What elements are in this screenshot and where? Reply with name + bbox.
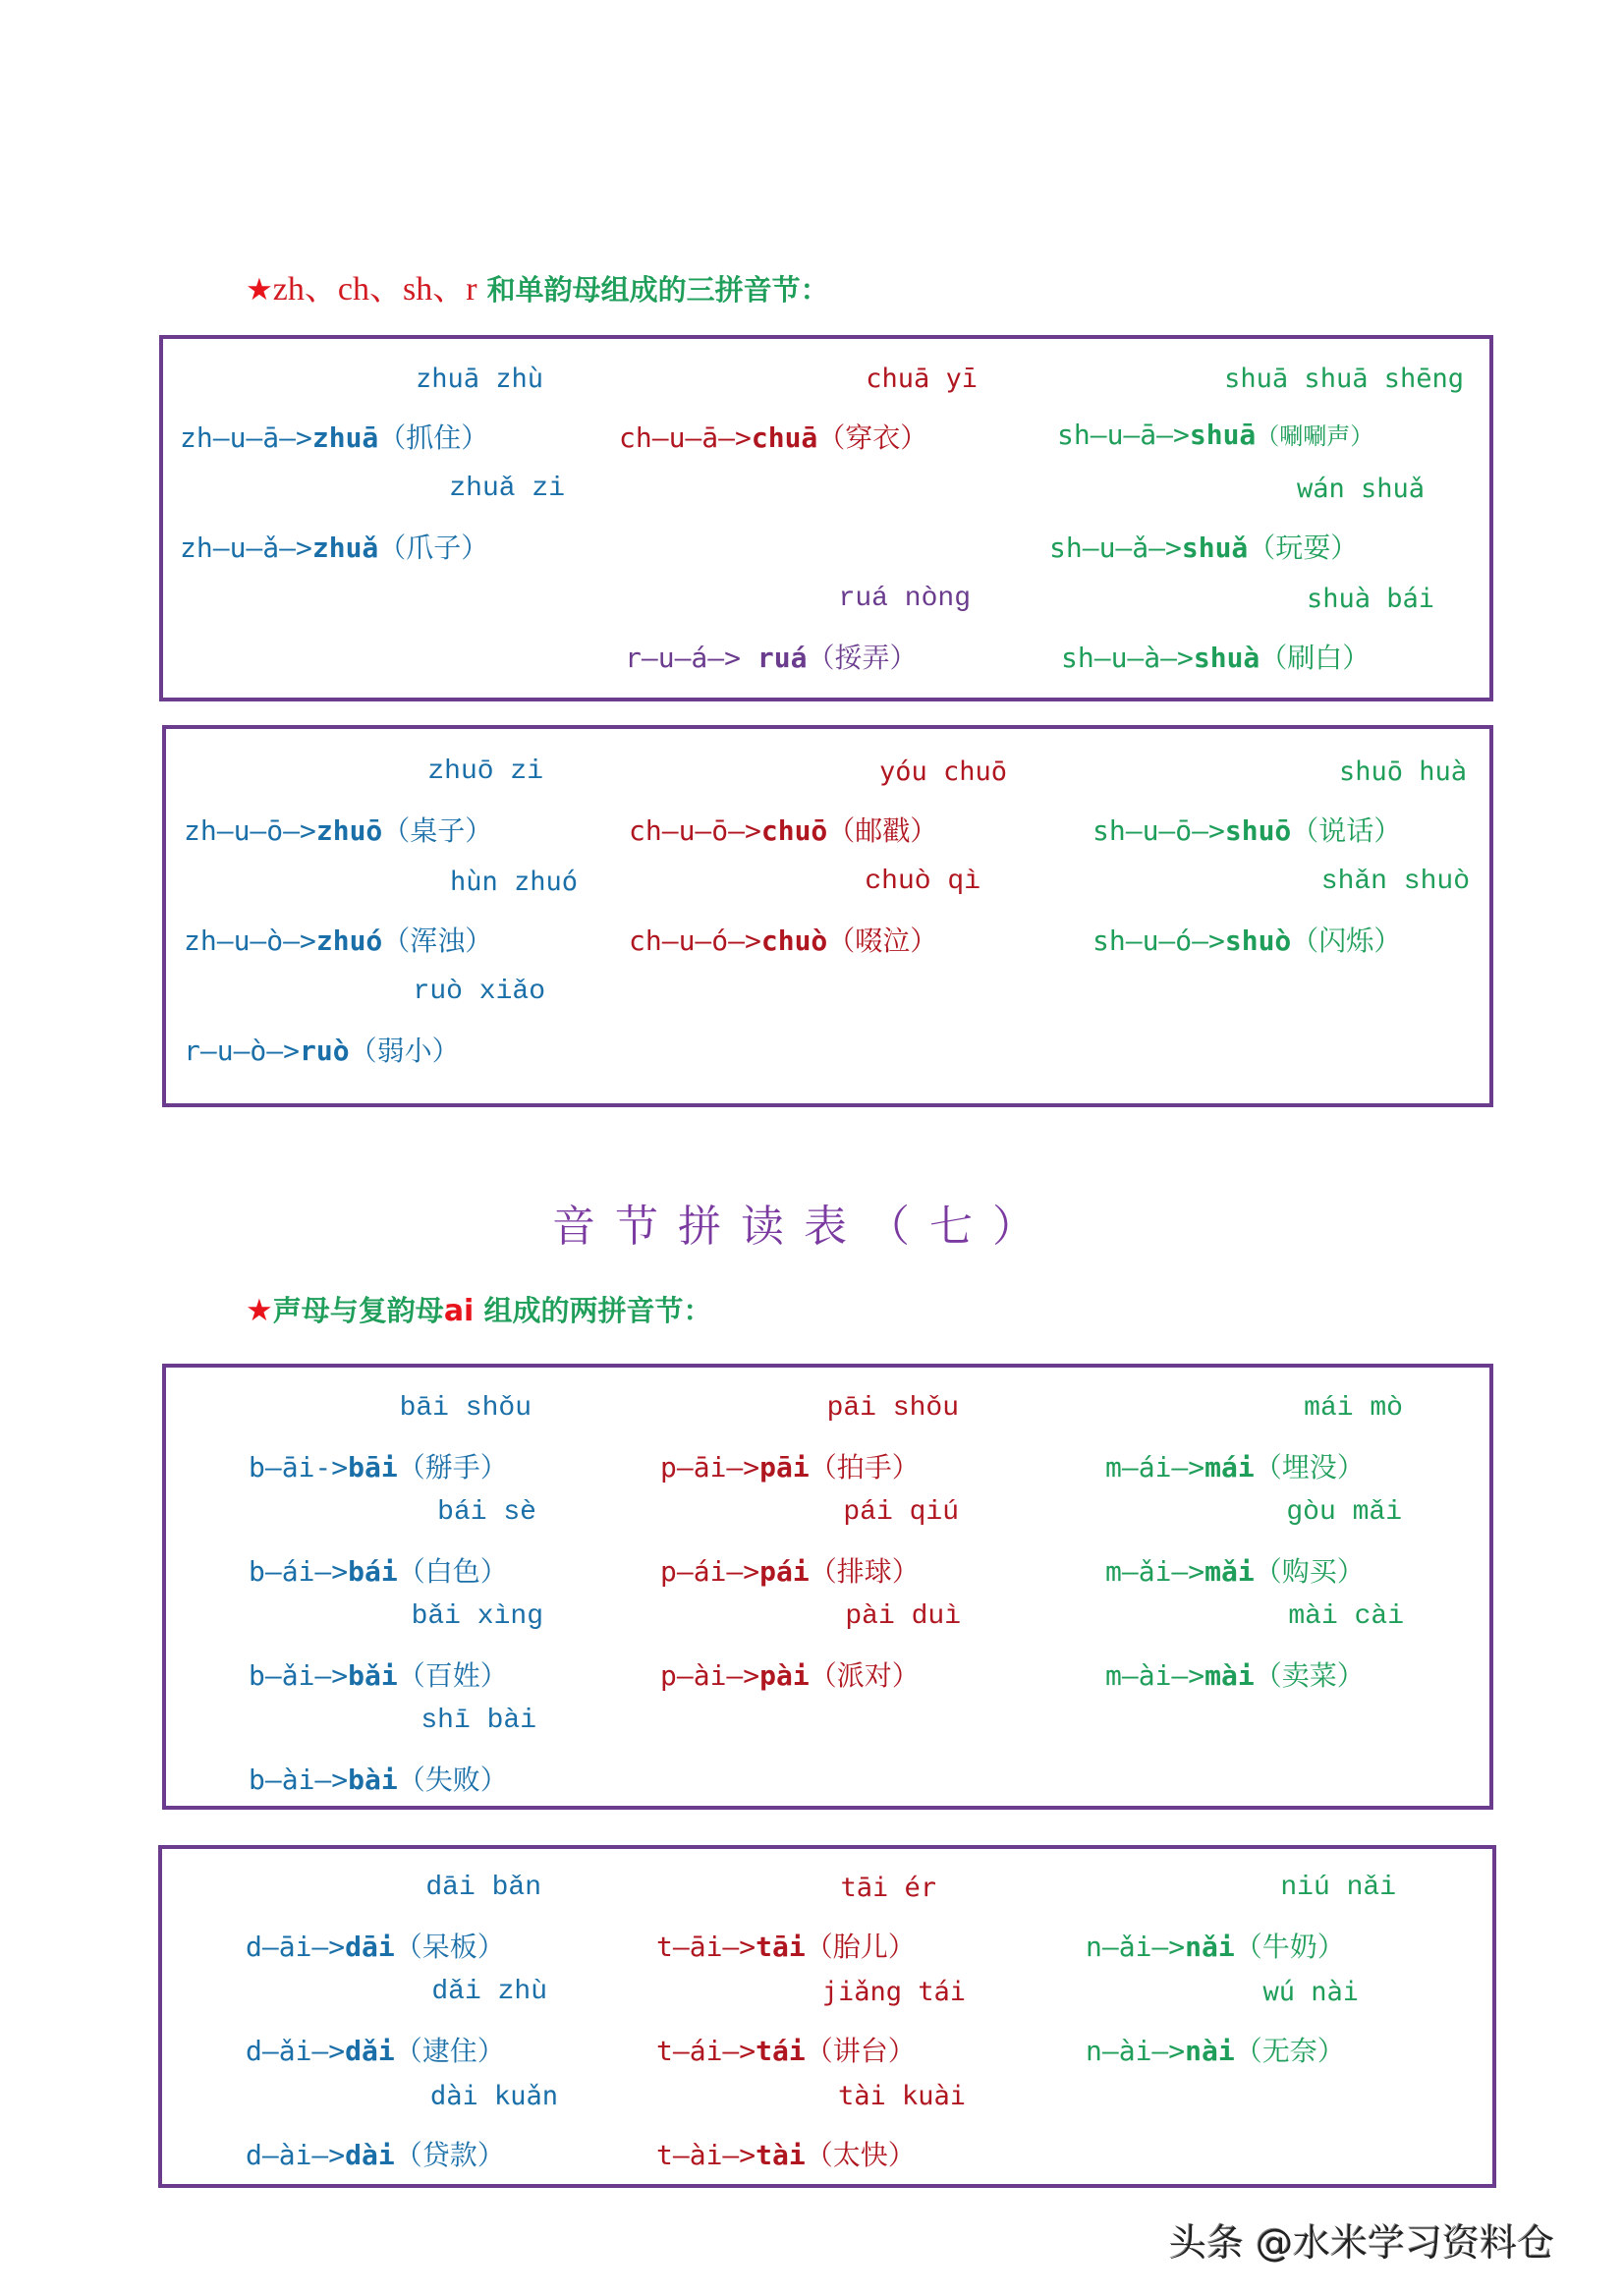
spelling-row: b—ǎi—>bǎi（百姓） — [249, 1659, 508, 1692]
spelling-row: sh—u—à—>shuà（刷白） — [1061, 642, 1371, 674]
page-title: 音节拼读表（七） — [552, 1202, 1055, 1252]
spelling-row: sh—u—ō—>shuō（说话） — [1092, 814, 1402, 847]
pinyin-label: gòu mǎi — [1286, 1497, 1402, 1528]
pinyin-label: chuā yī — [866, 364, 978, 394]
pinyin-label: zhuā zhù — [415, 364, 543, 394]
pinyin-label: shī bài — [420, 1706, 536, 1736]
spelling-row: zh—u—ò—>zhuó（浑浊） — [184, 924, 493, 957]
pinyin-label: dǎi zhù — [431, 1977, 547, 2007]
pinyin-label: pài duì — [845, 1601, 961, 1632]
spelling-row: m—ǎi—>mǎi（购买） — [1105, 1555, 1365, 1588]
pinyin-label: bāi shǒu — [399, 1393, 532, 1424]
spelling-row: d—āi—>dāi（呆板） — [246, 1931, 505, 1963]
spelling-row: sh—u—ǎ—>shuǎ（玩耍） — [1049, 532, 1359, 564]
pinyin-label: wán shuǎ — [1296, 474, 1425, 504]
pinyin-label: niú nǎi — [1280, 1873, 1396, 1903]
spelling-row: b—ái—>bái（白色） — [249, 1555, 508, 1588]
section-heading-two-part: ★声母与复韵母ai 组成的两拼音节： — [246, 1293, 712, 1328]
pinyin-label: hùn zhuó — [449, 867, 578, 897]
pinyin-label: shuā shuā shēng — [1224, 364, 1464, 394]
spelling-row: p—āi—>pāi（拍手） — [660, 1451, 920, 1484]
spelling-row: zh—u—ā—>zhuā（抓住） — [180, 421, 489, 454]
pinyin-label: pāi shǒu — [826, 1393, 959, 1424]
spelling-row: r—u—ò—>ruò（弱小） — [184, 1035, 460, 1067]
pinyin-label: dāi bǎn — [425, 1873, 541, 1903]
spelling-row: n—ǎi—>nǎi（牛奶） — [1086, 1931, 1345, 1963]
pinyin-label: shǎn shuò — [1320, 867, 1470, 897]
spelling-row: t—ài—>tài（太快） — [656, 2139, 916, 2171]
spelling-row: r—u—á—> ruá（挼弄） — [625, 642, 918, 674]
pinyin-label: mái mò — [1304, 1393, 1403, 1424]
pinyin-label: yóu chuō — [878, 756, 1007, 787]
spelling-row: zh—u—ǎ—>zhuǎ（爪子） — [180, 532, 489, 564]
pinyin-label: wú nài — [1262, 1977, 1359, 2007]
spelling-row: t—āi—>tāi（胎儿） — [656, 1931, 916, 1963]
watermark: 头条 @水米学习资料仓 — [1169, 2221, 1555, 2265]
spelling-row: n—ài—>nài（无奈） — [1086, 2035, 1345, 2067]
spelling-row: p—ái—>pái（排球） — [660, 1555, 920, 1588]
pinyin-label: shuà bái — [1306, 584, 1434, 614]
spelling-row: ch—u—ó—>chuò（啜泣） — [629, 924, 938, 957]
pinyin-label: zhuǎ zi — [449, 474, 565, 504]
spelling-row: m—ài—>mài（卖菜） — [1105, 1659, 1365, 1692]
pinyin-label: dài kuǎn — [429, 2081, 558, 2111]
spelling-row: p—ài—>pài（派对） — [660, 1659, 920, 1692]
spelling-row: b—āi->bāi（掰手） — [249, 1451, 508, 1484]
pinyin-label: jiǎng tái — [821, 1977, 966, 2007]
pinyin-label: ruò xiǎo — [413, 977, 545, 1007]
spelling-row: t—ái—>tái（讲台） — [656, 2035, 916, 2067]
pinyin-label: zhuō zi — [427, 756, 543, 787]
spelling-row: sh—u—ā—>shuā（唰唰声） — [1057, 419, 1374, 451]
spelling-row: b—ài—>bài（失败） — [249, 1764, 508, 1796]
spelling-row: d—ǎi—>dǎi（逮住） — [246, 2035, 505, 2067]
heading-text: 和单韵母组成的三拼音节： — [476, 273, 829, 307]
section-heading-three-part — [246, 261, 829, 309]
spelling-row: d—ài—>dài（贷款） — [246, 2139, 505, 2171]
spelling-row: zh—u—ō—>zhuō（桌子） — [184, 814, 493, 847]
pinyin-label: shuō huà — [1338, 756, 1467, 787]
spelling-row: m—ái—>mái（埋没） — [1105, 1451, 1365, 1484]
pinyin-label: ruá nòng — [838, 584, 971, 614]
pinyin-label: pái qiú — [843, 1497, 959, 1528]
pinyin-label: tāi ér — [840, 1873, 936, 1903]
heading-final-ai: ai — [443, 1294, 475, 1328]
pinyin-label: chuò qì — [865, 867, 980, 897]
pinyin-label: bǎi xìng — [411, 1601, 543, 1632]
heading-initials: zh、ch、sh、r — [272, 271, 477, 308]
spelling-row: ch—u—ō—>chuō（邮戳） — [629, 814, 938, 847]
star-icon: ★ — [246, 272, 273, 308]
pinyin-label: mài cài — [1288, 1601, 1404, 1632]
spelling-row: ch—u—ā—>chuā（穿衣） — [619, 421, 928, 454]
pinyin-label: tài kuài — [837, 2081, 966, 2111]
spelling-row: sh—u—ó—>shuò（闪烁） — [1092, 924, 1402, 957]
star-icon: ★ — [246, 1293, 273, 1328]
pinyin-label: bái sè — [437, 1497, 536, 1528]
